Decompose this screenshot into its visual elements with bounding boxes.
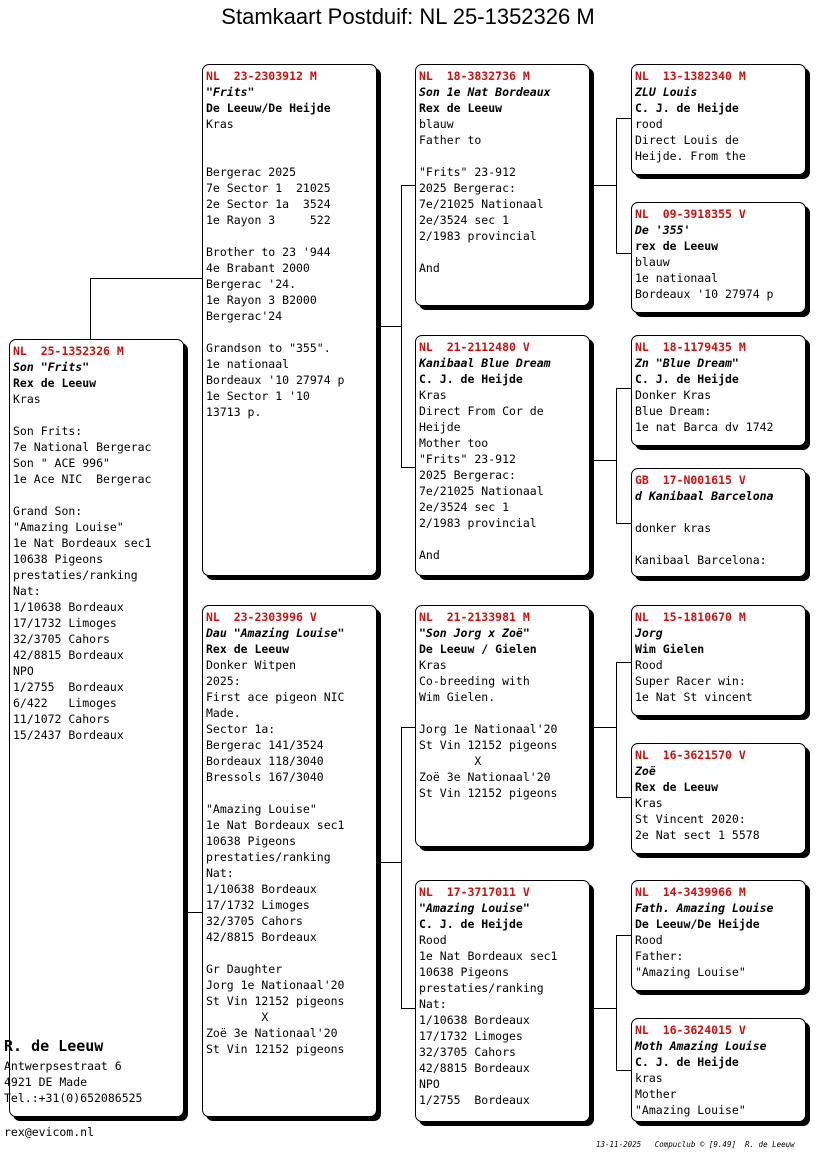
connector	[377, 326, 401, 327]
info-line: 7e Sector 1 21025	[206, 181, 331, 195]
connector	[401, 185, 402, 468]
connector	[616, 118, 617, 254]
info-line: blauw	[635, 255, 670, 269]
info-line: Rood	[635, 658, 663, 672]
info-line: And	[419, 548, 440, 562]
pigeon-card-ffm[interactable]	[631, 202, 806, 313]
info-line: 1/10638 Bordeaux	[13, 600, 124, 614]
pigeon-owner: Rex de Leeuw	[206, 642, 290, 656]
pigeon-owner: rex de Leeuw	[635, 239, 719, 253]
connector	[616, 662, 632, 663]
info-line: Nat:	[206, 866, 234, 880]
info-line	[13, 487, 179, 503]
info-line	[206, 324, 372, 340]
info-line: 2/1983 provincial	[419, 516, 537, 530]
info-line: Bergerac '24.	[206, 277, 297, 291]
info-line: Bordeaux 118/3040	[206, 754, 324, 768]
info-line: St Vincent 2020:	[635, 812, 746, 826]
pigeon-owner: C. J. de Heijde	[635, 1055, 739, 1069]
info-line: Wim Gielen.	[419, 690, 496, 704]
info-line: Kras	[635, 796, 663, 810]
info-line: 15/2437 Bordeaux	[13, 728, 124, 742]
info-line: 6/422 Limoges	[13, 696, 117, 710]
info-line: 32/3705 Cahors	[206, 914, 303, 928]
info-line: Heijde	[419, 420, 461, 434]
connector	[590, 185, 616, 186]
info-line: Bergerac 141/3524	[206, 738, 324, 752]
info-line: 42/8815 Bordeaux	[206, 930, 317, 944]
info-line: 1e Nat Bordeaux sec1	[419, 949, 558, 963]
info-line: Brother to 23 '944	[206, 245, 331, 259]
pigeon-owner: De Leeuw/De Heijde	[635, 917, 760, 931]
info-line: 1e Rayon 3 B2000	[206, 293, 317, 307]
pigeon-card-mother[interactable]	[202, 605, 377, 1117]
info-line	[419, 705, 585, 721]
info-line: prestaties/ranking	[13, 568, 138, 582]
pigeon-name: Son 1e Nat Bordeaux	[419, 85, 551, 99]
info-line: 2/1983 provincial	[419, 229, 537, 243]
info-line: Co-breeding with	[419, 674, 530, 688]
ring-number: NL 09-3918355 V	[635, 207, 746, 221]
breeder-street: Antwerpsestraat 6	[4, 1059, 122, 1073]
info-line: 2e Sector 1a 3524	[206, 197, 331, 211]
info-line: Father to	[419, 133, 482, 147]
info-line: 2e Nat sect 1 5578	[635, 828, 760, 842]
info-line: 1/10638 Bordeaux	[419, 1013, 530, 1027]
pigeon-card-fmm[interactable]	[631, 468, 806, 577]
info-line: 1e Sector 1 '10	[206, 389, 310, 403]
connector	[401, 727, 416, 728]
pigeon-card-mfm[interactable]	[631, 743, 806, 854]
connector	[616, 935, 617, 1071]
info-line	[206, 785, 372, 801]
info-line: 1e Nat Bordeaux sec1	[13, 536, 152, 550]
connector	[90, 278, 203, 279]
breeder-email[interactable]: rex@evicom.nl	[4, 1125, 95, 1139]
info-line: Kras	[206, 117, 234, 131]
info-line: Kras	[13, 392, 41, 406]
info-line	[635, 536, 801, 552]
info-line: Super Racer win:	[635, 674, 746, 688]
pigeon-card-mmf[interactable]	[631, 880, 806, 991]
info-line: 1e Rayon 3 522	[206, 213, 331, 227]
info-line: And	[419, 261, 440, 275]
info-line: Jorg 1e Nationaal'20	[419, 722, 558, 736]
ring-number: NL 21-2112480 V	[419, 340, 530, 354]
info-line: Father:	[635, 949, 684, 963]
info-line: NPO	[419, 1077, 440, 1091]
info-line: Jorg 1e Nationaal'20	[206, 978, 345, 992]
info-line: St Vin 12152 pigeons	[419, 786, 558, 800]
connector	[616, 118, 632, 119]
info-line	[419, 531, 585, 547]
pigeon-owner: Rex de Leeuw	[635, 780, 719, 794]
info-line: "Amazing Louise"	[635, 1103, 746, 1117]
info-line	[419, 244, 585, 260]
ring-number: NL 17-3717011 V	[419, 885, 530, 899]
info-line	[419, 148, 585, 164]
info-line: 32/3705 Cahors	[13, 632, 110, 646]
ring-number: NL 15-1810670 M	[635, 610, 746, 624]
ring-number: NL 25-1352326 M	[13, 344, 124, 358]
pigeon-card-subject[interactable]	[9, 339, 184, 1117]
info-line	[13, 407, 179, 423]
connector	[616, 388, 617, 524]
info-line: "Amazing Louise"	[13, 520, 124, 534]
info-line: Kras	[419, 658, 447, 672]
info-line: "Frits" 23-912	[419, 452, 516, 466]
info-line: 1e Ace NIC Bergerac	[13, 472, 152, 486]
info-line	[206, 228, 372, 244]
footer-credit: 13-11-2025 Compuclub © [9.49] R. de Leeuw	[596, 1140, 795, 1149]
info-line: First ace pigeon NIC	[206, 690, 345, 704]
info-line: 1/2755 Bordeaux	[13, 680, 124, 694]
breeder-name: R. de Leeuw	[4, 1037, 104, 1055]
pigeon-name: d Kanibaal Barcelona	[635, 489, 774, 503]
info-line: Sector 1a:	[206, 722, 276, 736]
pigeon-owner: C. J. de Heijde	[419, 372, 523, 386]
pigeon-owner: De Leeuw/De Heijde	[206, 101, 331, 115]
info-line: Son " ACE 996"	[13, 456, 110, 470]
connector	[401, 1008, 416, 1009]
breeder-city: 4921 DE Made	[4, 1075, 88, 1089]
connector	[616, 935, 632, 936]
connector	[377, 862, 401, 863]
info-line: 42/8815 Bordeaux	[419, 1061, 530, 1075]
info-line: 11/1072 Cahors	[13, 712, 110, 726]
info-line	[206, 945, 372, 961]
connector	[401, 467, 416, 468]
pigeon-owner: C. J. de Heijde	[419, 917, 523, 931]
pigeon-name: Fath. Amazing Louise	[635, 901, 774, 915]
breeder-phone: Tel.:+31(0)652086525	[4, 1091, 143, 1105]
info-line: Bergerac'24	[206, 309, 283, 323]
info-line: 1/10638 Bordeaux	[206, 882, 317, 896]
info-line: St Vin 12152 pigeons	[206, 1042, 345, 1056]
info-line: Grand Son:	[13, 504, 83, 518]
info-line: donker kras	[635, 521, 712, 535]
info-line: Nat:	[419, 997, 447, 1011]
pigeon-card-mother-mother[interactable]	[415, 880, 590, 1122]
info-line: "Frits" 23-912	[419, 165, 516, 179]
ring-number: NL 18-3832736 M	[419, 69, 530, 83]
info-line: Nat:	[13, 584, 41, 598]
info-line: 2e/3524 sec 1	[419, 213, 510, 227]
info-line: 2025 Bergerac:	[419, 181, 516, 195]
connector	[616, 662, 617, 798]
info-line: Direct From Cor de	[419, 404, 544, 418]
info-line: 32/3705 Cahors	[419, 1045, 516, 1059]
connector	[401, 185, 416, 186]
connector	[616, 797, 632, 798]
info-line: 1e nationaal	[635, 271, 719, 285]
pigeon-card-father[interactable]	[202, 64, 377, 576]
info-line: Bordeaux '10 27974 p	[635, 287, 774, 301]
info-line: Rood	[635, 933, 663, 947]
pigeon-card-mff[interactable]	[631, 605, 806, 716]
pigeon-name: Son "Frits"	[13, 360, 90, 374]
info-line: Gr Daughter	[206, 962, 283, 976]
connector	[616, 523, 632, 524]
info-line: 17/1732 Limoges	[206, 898, 310, 912]
info-line: kras	[635, 1071, 663, 1085]
pigeon-name: "Amazing Louise"	[419, 901, 530, 915]
info-line: 7e/21025 Nationaal	[419, 484, 544, 498]
info-line: 42/8815 Bordeaux	[13, 648, 124, 662]
pigeon-name: Zoë	[635, 764, 656, 778]
ring-number: NL 16-3624015 V	[635, 1023, 746, 1037]
info-line: Bressols 167/3040	[206, 770, 324, 784]
pigeon-card-father-mother[interactable]	[415, 335, 590, 576]
connector	[590, 460, 616, 461]
connector	[90, 278, 91, 340]
ring-number: GB 17-N001615 V	[635, 473, 746, 487]
pigeon-name: De '355'	[635, 223, 691, 237]
pigeon-card-father-father[interactable]	[415, 64, 590, 306]
info-line: NPO	[13, 664, 34, 678]
info-line: Made.	[206, 706, 241, 720]
info-line: 13713 p.	[206, 405, 262, 419]
info-line: 1/2755 Bordeaux	[419, 1093, 530, 1107]
pigeon-owner: Wim Gielen	[635, 642, 705, 656]
pigeon-name: "Frits"	[206, 85, 255, 99]
info-line: St Vin 12152 pigeons	[419, 738, 558, 752]
info-line: 10638 Pigeons	[419, 965, 510, 979]
pigeon-card-fmf[interactable]	[631, 335, 806, 446]
ring-number: NL 23-2303912 M	[206, 69, 317, 83]
info-line: prestaties/ranking	[419, 981, 544, 995]
info-line: X	[206, 1010, 269, 1024]
ring-number: NL 18-1179435 M	[635, 340, 746, 354]
info-line: Mother	[635, 1087, 677, 1101]
info-line: X	[419, 754, 482, 768]
connector	[616, 1070, 632, 1071]
info-line: Son Frits:	[13, 424, 83, 438]
info-line: 1e nationaal	[206, 357, 290, 371]
info-line: Kanibaal Barcelona:	[635, 553, 767, 567]
info-line: blauw	[419, 117, 454, 131]
info-line: 2025 Bergerac:	[419, 468, 516, 482]
info-line: 1e nat Barca dv 1742	[635, 420, 774, 434]
info-line: prestaties/ranking	[206, 850, 331, 864]
info-line: Blue Dream:	[635, 404, 712, 418]
pigeon-owner: Rex de Leeuw	[419, 101, 503, 115]
info-line: 2e/3524 sec 1	[419, 500, 510, 514]
pigeon-owner: C. J. de Heijde	[635, 101, 739, 115]
info-line: Direct Louis de	[635, 133, 739, 147]
page-title: Stamkaart Postduif: NL 25-1352326 M	[221, 4, 595, 29]
info-line: "Amazing Louise"	[635, 965, 746, 979]
info-line: 1e Nat St vincent	[635, 690, 753, 704]
info-line: Grandson to "355".	[206, 341, 331, 355]
info-line: Zoë 3e Nationaal'20	[206, 1026, 338, 1040]
info-line: 17/1732 Limoges	[13, 616, 117, 630]
info-line: "Amazing Louise"	[206, 802, 317, 816]
ring-number: NL 14-3439966 M	[635, 885, 746, 899]
connector	[401, 727, 402, 1009]
info-line: Mother too	[419, 436, 489, 450]
connector	[616, 253, 632, 254]
ring-number: NL 16-3621570 V	[635, 748, 746, 762]
pigeon-name: Moth Amazing Louise	[635, 1039, 767, 1053]
breeder-address	[4, 1036, 142, 1106]
info-line: 7e/21025 Nationaal	[419, 197, 544, 211]
info-line: Donker Kras	[635, 388, 712, 402]
pigeon-name: Dau "Amazing Louise"	[206, 626, 345, 640]
ring-number: NL 21-2133981 M	[419, 610, 530, 624]
connector	[590, 727, 616, 728]
info-line: Donker Witpen	[206, 658, 297, 672]
pigeon-name: Zn "Blue Dream"	[635, 356, 739, 370]
pigeon-card-mother-father[interactable]	[415, 605, 590, 847]
pigeon-name: Kanibaal Blue Dream	[419, 356, 551, 370]
info-line: Heijde. From the	[635, 149, 746, 163]
info-line	[206, 148, 372, 164]
pigeon-name: ZLU Louis	[635, 85, 698, 99]
info-line: 2025:	[206, 674, 241, 688]
info-line: 10638 Pigeons	[13, 552, 104, 566]
info-line: 17/1732 Limoges	[419, 1029, 523, 1043]
info-line: Kras	[419, 388, 447, 402]
info-line: Zoë 3e Nationaal'20	[419, 770, 551, 784]
pigeon-card-mmm[interactable]	[631, 1018, 806, 1122]
ring-number: NL 23-2303996 V	[206, 610, 317, 624]
info-line: rood	[635, 117, 663, 131]
connector	[590, 1008, 616, 1009]
info-line: Rood	[419, 933, 447, 947]
pigeon-owner: C. J. de Heijde	[635, 372, 739, 386]
info-line: Bergerac 2025	[206, 165, 297, 179]
pigeon-owner: Rex de Leeuw	[13, 376, 97, 390]
info-line: 7e National Bergerac	[13, 440, 152, 454]
pigeon-owner	[635, 504, 801, 520]
pigeon-name: Jorg	[635, 626, 663, 640]
pigeon-card-fff[interactable]	[631, 64, 806, 175]
info-line: Bordeaux '10 27974 p	[206, 373, 345, 387]
info-line: 10638 Pigeons	[206, 834, 297, 848]
ring-number: NL 13-1382340 M	[635, 69, 746, 83]
info-line: 4e Brabant 2000	[206, 261, 310, 275]
info-line	[206, 132, 372, 148]
info-line: 1e Nat Bordeaux sec1	[206, 818, 345, 832]
pigeon-name: "Son Jorg x Zoë"	[419, 626, 530, 640]
pigeon-owner: De Leeuw / Gielen	[419, 642, 537, 656]
connector	[616, 388, 632, 389]
info-line: St Vin 12152 pigeons	[206, 994, 345, 1008]
